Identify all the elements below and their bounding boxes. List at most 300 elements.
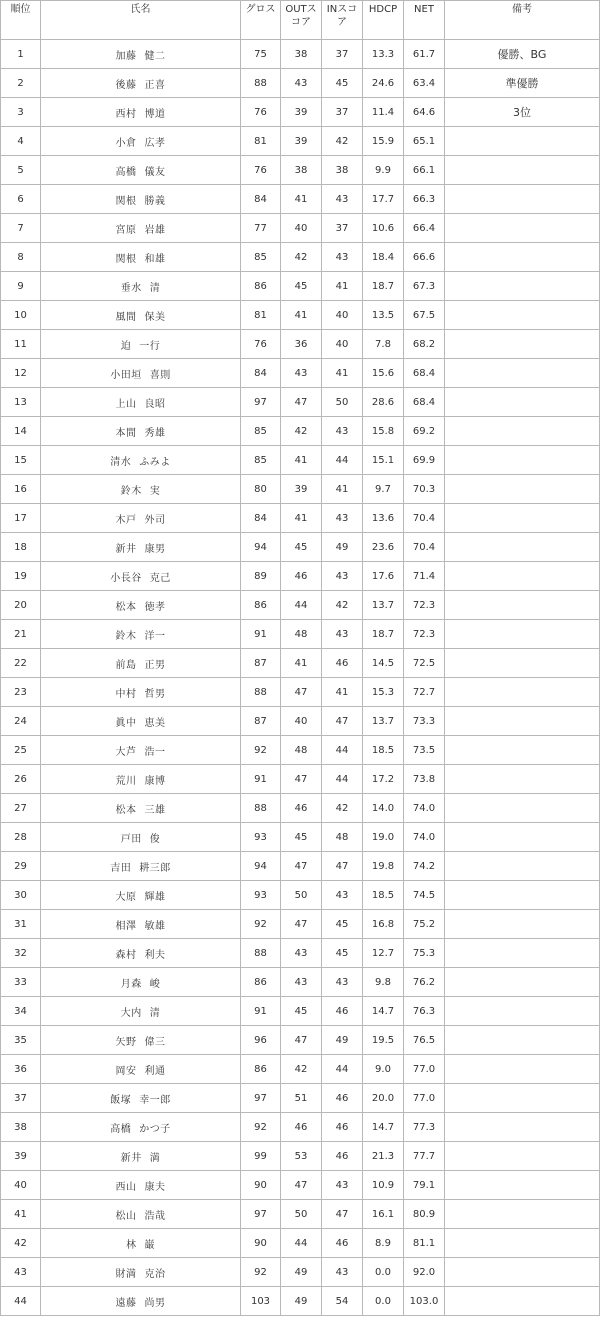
table-row xyxy=(1,939,600,968)
remarks-cell: 準優勝 xyxy=(445,69,600,98)
in-score-cell: 43 xyxy=(322,243,363,272)
net-cell: 71.4 xyxy=(404,562,445,591)
last-name: 松本 xyxy=(115,804,137,816)
remarks-cell xyxy=(445,823,600,852)
last-name: 宮原 xyxy=(115,224,137,236)
net-cell: 79.1 xyxy=(404,1171,445,1200)
out-score-cell: 53 xyxy=(281,1142,322,1171)
gross-cell: 91 xyxy=(241,997,281,1026)
in-score-cell: 47 xyxy=(322,707,363,736)
gross-cell: 91 xyxy=(241,765,281,794)
last-name: 小長谷 xyxy=(110,572,142,584)
net-cell: 81.1 xyxy=(404,1229,445,1258)
in-score-cell: 43 xyxy=(322,620,363,649)
hdcp-cell: 14.5 xyxy=(363,649,404,678)
name-cell xyxy=(41,156,241,185)
in-score-cell: 48 xyxy=(322,823,363,852)
out-score-cell: 42 xyxy=(281,243,322,272)
table-body xyxy=(1,40,600,1316)
gross-cell: 85 xyxy=(241,243,281,272)
net-cell: 77.0 xyxy=(404,1055,445,1084)
in-score-cell: 38 xyxy=(322,156,363,185)
name-cell xyxy=(41,823,241,852)
table-row xyxy=(1,562,600,591)
out-score-cell: 43 xyxy=(281,359,322,388)
remarks-cell xyxy=(445,852,600,881)
rank-cell: 2 xyxy=(1,69,41,98)
hdcp-cell: 18.7 xyxy=(363,272,404,301)
first-name: 浩哉 xyxy=(144,1210,166,1222)
last-name: 新井 xyxy=(115,543,137,555)
table-row xyxy=(1,1287,600,1316)
first-name: 健二 xyxy=(144,50,166,62)
gross-cell: 89 xyxy=(241,562,281,591)
last-name: 林 xyxy=(126,1239,137,1251)
hdcp-cell: 18.5 xyxy=(363,736,404,765)
net-cell: 75.2 xyxy=(404,910,445,939)
first-name: 一行 xyxy=(139,340,161,352)
out-score-cell: 47 xyxy=(281,765,322,794)
out-score-cell: 44 xyxy=(281,1229,322,1258)
out-score-cell: 42 xyxy=(281,417,322,446)
rank-cell: 12 xyxy=(1,359,41,388)
table-row xyxy=(1,707,600,736)
hdcp-cell: 15.1 xyxy=(363,446,404,475)
gross-cell: 75 xyxy=(241,40,281,69)
out-score-cell: 38 xyxy=(281,156,322,185)
out-score-cell: 45 xyxy=(281,533,322,562)
out-score-cell: 45 xyxy=(281,997,322,1026)
table-row xyxy=(1,214,600,243)
net-cell: 64.6 xyxy=(404,98,445,127)
remarks-cell xyxy=(445,881,600,910)
net-cell: 76.2 xyxy=(404,968,445,997)
out-score-cell: 41 xyxy=(281,185,322,214)
table-row xyxy=(1,1142,600,1171)
rank-cell: 42 xyxy=(1,1229,41,1258)
first-name: 敏雄 xyxy=(144,920,166,932)
net-cell: 65.1 xyxy=(404,127,445,156)
table-header xyxy=(1,1,600,40)
gross-cell: 97 xyxy=(241,1200,281,1229)
first-name: 良昭 xyxy=(144,398,166,410)
remarks-cell xyxy=(445,649,600,678)
table-row xyxy=(1,1258,600,1287)
in-score-cell: 42 xyxy=(322,794,363,823)
out-score-cell: 47 xyxy=(281,852,322,881)
gross-cell: 86 xyxy=(241,591,281,620)
rank-cell: 9 xyxy=(1,272,41,301)
remarks-cell xyxy=(445,243,600,272)
table-row xyxy=(1,1113,600,1142)
net-cell: 75.3 xyxy=(404,939,445,968)
rank-cell: 3 xyxy=(1,98,41,127)
net-cell: 70.3 xyxy=(404,475,445,504)
table-row xyxy=(1,1171,600,1200)
out-score-cell: 43 xyxy=(281,69,322,98)
table-row xyxy=(1,98,600,127)
last-name: 遠藤 xyxy=(115,1297,137,1309)
gross-cell: 84 xyxy=(241,359,281,388)
in-score-cell: 41 xyxy=(322,272,363,301)
in-score-cell: 46 xyxy=(322,1113,363,1142)
name-cell xyxy=(41,881,241,910)
in-score-cell: 43 xyxy=(322,562,363,591)
hdcp-cell: 17.6 xyxy=(363,562,404,591)
net-cell: 103.0 xyxy=(404,1287,445,1316)
table-row xyxy=(1,678,600,707)
table-row xyxy=(1,794,600,823)
gross-cell: 86 xyxy=(241,968,281,997)
hdcp-cell: 19.0 xyxy=(363,823,404,852)
gross-cell: 76 xyxy=(241,330,281,359)
last-name: 森村 xyxy=(115,949,137,961)
gross-cell: 80 xyxy=(241,475,281,504)
out-score-cell: 41 xyxy=(281,301,322,330)
out-score-cell: 39 xyxy=(281,127,322,156)
name-cell xyxy=(41,98,241,127)
rank-cell: 19 xyxy=(1,562,41,591)
out-score-cell: 44 xyxy=(281,591,322,620)
in-score-cell: 42 xyxy=(322,127,363,156)
first-name: 巌 xyxy=(144,1239,155,1251)
name-cell xyxy=(41,214,241,243)
gross-cell: 88 xyxy=(241,69,281,98)
header-in-score: INスコア xyxy=(322,1,363,40)
rank-cell: 26 xyxy=(1,765,41,794)
remarks-cell xyxy=(445,910,600,939)
last-name: 松本 xyxy=(115,601,137,613)
rank-cell: 32 xyxy=(1,939,41,968)
table-row xyxy=(1,910,600,939)
remarks-cell xyxy=(445,591,600,620)
net-cell: 77.0 xyxy=(404,1084,445,1113)
last-name: 大内 xyxy=(120,1007,142,1019)
table-row xyxy=(1,1084,600,1113)
last-name: 高橋 xyxy=(115,166,137,178)
in-score-cell: 43 xyxy=(322,881,363,910)
first-name: 喜則 xyxy=(149,369,171,381)
remarks-cell: 優勝、BG xyxy=(445,40,600,69)
net-cell: 77.3 xyxy=(404,1113,445,1142)
remarks-cell xyxy=(445,1229,600,1258)
first-name: 満 xyxy=(149,1152,161,1164)
rank-cell: 31 xyxy=(1,910,41,939)
last-name: 月森 xyxy=(120,978,142,990)
first-name: 徳孝 xyxy=(144,601,166,613)
name-cell xyxy=(41,968,241,997)
gross-cell: 81 xyxy=(241,127,281,156)
out-score-cell: 43 xyxy=(281,939,322,968)
remarks-cell xyxy=(445,185,600,214)
name-cell xyxy=(41,69,241,98)
rank-cell: 29 xyxy=(1,852,41,881)
rank-cell: 25 xyxy=(1,736,41,765)
net-cell: 92.0 xyxy=(404,1258,445,1287)
name-cell xyxy=(41,475,241,504)
rank-cell: 34 xyxy=(1,997,41,1026)
remarks-cell xyxy=(445,1258,600,1287)
out-score-cell: 51 xyxy=(281,1084,322,1113)
last-name: 西山 xyxy=(115,1181,137,1193)
remarks-cell xyxy=(445,968,600,997)
name-cell xyxy=(41,359,241,388)
in-score-cell: 40 xyxy=(322,301,363,330)
table-row xyxy=(1,736,600,765)
in-score-cell: 40 xyxy=(322,330,363,359)
gross-cell: 84 xyxy=(241,185,281,214)
hdcp-cell: 13.7 xyxy=(363,591,404,620)
name-cell xyxy=(41,1171,241,1200)
last-name: 関根 xyxy=(115,195,137,207)
name-cell xyxy=(41,852,241,881)
last-name: 小倉 xyxy=(115,137,137,149)
in-score-cell: 43 xyxy=(322,968,363,997)
net-cell: 70.4 xyxy=(404,504,445,533)
out-score-cell: 40 xyxy=(281,707,322,736)
first-name: 清 xyxy=(149,282,161,294)
remarks-cell xyxy=(445,562,600,591)
hdcp-cell: 15.8 xyxy=(363,417,404,446)
out-score-cell: 42 xyxy=(281,1055,322,1084)
rank-cell: 23 xyxy=(1,678,41,707)
remarks-cell xyxy=(445,214,600,243)
last-name: 矢野 xyxy=(115,1036,137,1048)
remarks-cell xyxy=(445,156,600,185)
in-score-cell: 37 xyxy=(322,98,363,127)
remarks-cell xyxy=(445,301,600,330)
hdcp-cell: 21.3 xyxy=(363,1142,404,1171)
net-cell: 69.9 xyxy=(404,446,445,475)
gross-cell: 90 xyxy=(241,1171,281,1200)
out-score-cell: 50 xyxy=(281,1200,322,1229)
name-cell xyxy=(41,388,241,417)
gross-cell: 84 xyxy=(241,504,281,533)
remarks-cell xyxy=(445,127,600,156)
table-row xyxy=(1,40,600,69)
last-name: 清水 xyxy=(110,456,132,468)
gross-cell: 86 xyxy=(241,272,281,301)
rank-cell: 40 xyxy=(1,1171,41,1200)
header-out-score: OUTスコア xyxy=(281,1,322,40)
name-cell xyxy=(41,417,241,446)
in-score-cell: 49 xyxy=(322,1026,363,1055)
header-remarks: 備考 xyxy=(445,1,600,40)
rank-cell: 28 xyxy=(1,823,41,852)
hdcp-cell: 13.7 xyxy=(363,707,404,736)
in-score-cell: 49 xyxy=(322,533,363,562)
net-cell: 67.3 xyxy=(404,272,445,301)
hdcp-cell: 15.6 xyxy=(363,359,404,388)
name-cell xyxy=(41,1229,241,1258)
first-name: 清 xyxy=(149,1007,161,1019)
net-cell: 61.7 xyxy=(404,40,445,69)
rank-cell: 35 xyxy=(1,1026,41,1055)
net-cell: 66.1 xyxy=(404,156,445,185)
table-row xyxy=(1,1055,600,1084)
hdcp-cell: 12.7 xyxy=(363,939,404,968)
table-row xyxy=(1,475,600,504)
last-name: 前島 xyxy=(115,659,137,671)
net-cell: 73.8 xyxy=(404,765,445,794)
in-score-cell: 44 xyxy=(322,446,363,475)
header-gross: グロス xyxy=(241,1,281,40)
table-row xyxy=(1,330,600,359)
name-cell xyxy=(41,649,241,678)
table-row xyxy=(1,446,600,475)
table-row xyxy=(1,1200,600,1229)
remarks-cell xyxy=(445,1055,600,1084)
in-score-cell: 45 xyxy=(322,939,363,968)
last-name: 財満 xyxy=(115,1268,137,1280)
out-score-cell: 36 xyxy=(281,330,322,359)
gross-cell: 86 xyxy=(241,1055,281,1084)
table-row xyxy=(1,417,600,446)
hdcp-cell: 19.8 xyxy=(363,852,404,881)
first-name: 三雄 xyxy=(144,804,166,816)
name-cell xyxy=(41,1287,241,1316)
table-row xyxy=(1,1229,600,1258)
rank-cell: 16 xyxy=(1,475,41,504)
table-row xyxy=(1,533,600,562)
out-score-cell: 50 xyxy=(281,881,322,910)
name-cell xyxy=(41,1113,241,1142)
in-score-cell: 54 xyxy=(322,1287,363,1316)
gross-cell: 97 xyxy=(241,388,281,417)
hdcp-cell: 15.9 xyxy=(363,127,404,156)
last-name: 本間 xyxy=(115,427,137,439)
first-name: 秀雄 xyxy=(144,427,166,439)
remarks-cell: 3位 xyxy=(445,98,600,127)
in-score-cell: 50 xyxy=(322,388,363,417)
remarks-cell xyxy=(445,330,600,359)
out-score-cell: 40 xyxy=(281,214,322,243)
net-cell: 80.9 xyxy=(404,1200,445,1229)
out-score-cell: 47 xyxy=(281,1026,322,1055)
table-row xyxy=(1,823,600,852)
in-score-cell: 43 xyxy=(322,1171,363,1200)
gross-cell: 94 xyxy=(241,533,281,562)
table-row xyxy=(1,591,600,620)
first-name: 克己 xyxy=(149,572,171,584)
remarks-cell xyxy=(445,678,600,707)
last-name: 西村 xyxy=(115,108,137,120)
out-score-cell: 41 xyxy=(281,649,322,678)
net-cell: 72.3 xyxy=(404,591,445,620)
name-cell xyxy=(41,1200,241,1229)
gross-cell: 77 xyxy=(241,214,281,243)
gross-cell: 87 xyxy=(241,707,281,736)
out-score-cell: 47 xyxy=(281,1171,322,1200)
name-cell xyxy=(41,1084,241,1113)
out-score-cell: 45 xyxy=(281,823,322,852)
first-name: 正喜 xyxy=(144,79,166,91)
name-cell xyxy=(41,997,241,1026)
last-name: 鈴木 xyxy=(120,485,142,497)
net-cell: 74.0 xyxy=(404,823,445,852)
gross-cell: 96 xyxy=(241,1026,281,1055)
remarks-cell xyxy=(445,504,600,533)
hdcp-cell: 11.4 xyxy=(363,98,404,127)
hdcp-cell: 16.8 xyxy=(363,910,404,939)
last-name: 新井 xyxy=(120,1152,142,1164)
in-score-cell: 37 xyxy=(322,214,363,243)
last-name: 高橋 xyxy=(110,1123,132,1135)
header-net: NET xyxy=(404,1,445,40)
rank-cell: 7 xyxy=(1,214,41,243)
gross-cell: 103 xyxy=(241,1287,281,1316)
header-rank: 順位 xyxy=(1,1,41,40)
name-cell xyxy=(41,243,241,272)
remarks-cell xyxy=(445,1084,600,1113)
net-cell: 68.4 xyxy=(404,359,445,388)
net-cell: 74.5 xyxy=(404,881,445,910)
remarks-cell xyxy=(445,765,600,794)
table-row xyxy=(1,1026,600,1055)
name-cell xyxy=(41,707,241,736)
in-score-cell: 47 xyxy=(322,1200,363,1229)
net-cell: 73.5 xyxy=(404,736,445,765)
first-name: 保美 xyxy=(144,311,166,323)
in-score-cell: 43 xyxy=(322,504,363,533)
remarks-cell xyxy=(445,736,600,765)
out-score-cell: 47 xyxy=(281,910,322,939)
out-score-cell: 43 xyxy=(281,968,322,997)
first-name: 儀友 xyxy=(144,166,166,178)
last-name: 風間 xyxy=(115,311,137,323)
last-name: 眞中 xyxy=(115,717,137,729)
hdcp-cell: 14.0 xyxy=(363,794,404,823)
table-row xyxy=(1,968,600,997)
out-score-cell: 48 xyxy=(281,736,322,765)
gross-cell: 91 xyxy=(241,620,281,649)
table-row xyxy=(1,388,600,417)
net-cell: 66.3 xyxy=(404,185,445,214)
rank-cell: 38 xyxy=(1,1113,41,1142)
first-name: 利夫 xyxy=(144,949,166,961)
rank-cell: 20 xyxy=(1,591,41,620)
last-name: 上山 xyxy=(115,398,137,410)
gross-cell: 93 xyxy=(241,823,281,852)
first-name: 勝義 xyxy=(144,195,166,207)
rank-cell: 5 xyxy=(1,156,41,185)
first-name: 輝雄 xyxy=(144,891,166,903)
first-name: 耕三郎 xyxy=(139,862,171,874)
name-cell xyxy=(41,127,241,156)
first-name: 広孝 xyxy=(144,137,166,149)
hdcp-cell: 23.6 xyxy=(363,533,404,562)
first-name: 康博 xyxy=(144,775,166,787)
in-score-cell: 46 xyxy=(322,1084,363,1113)
net-cell: 72.3 xyxy=(404,620,445,649)
last-name: 中村 xyxy=(115,688,137,700)
gross-cell: 88 xyxy=(241,794,281,823)
name-cell xyxy=(41,446,241,475)
hdcp-cell: 14.7 xyxy=(363,1113,404,1142)
out-score-cell: 46 xyxy=(281,794,322,823)
in-score-cell: 46 xyxy=(322,997,363,1026)
remarks-cell xyxy=(445,272,600,301)
hdcp-cell: 9.7 xyxy=(363,475,404,504)
name-cell xyxy=(41,910,241,939)
name-cell xyxy=(41,185,241,214)
out-score-cell: 41 xyxy=(281,446,322,475)
in-score-cell: 43 xyxy=(322,1258,363,1287)
gross-cell: 76 xyxy=(241,98,281,127)
gross-cell: 85 xyxy=(241,417,281,446)
hdcp-cell: 13.3 xyxy=(363,40,404,69)
net-cell: 73.3 xyxy=(404,707,445,736)
